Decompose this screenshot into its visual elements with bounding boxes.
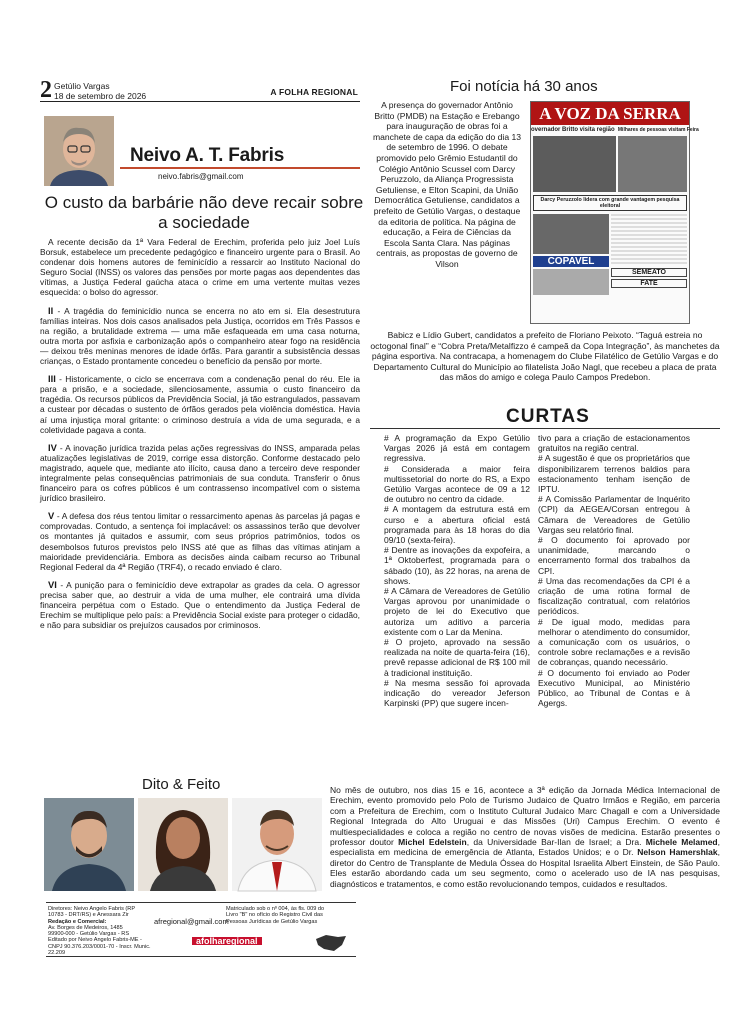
curtas-title: CURTAS [506, 406, 590, 427]
curtas-item: # O documento foi aprovado por unanimidade, marcando o encerramento formal dos trabalhos da CPI. [538, 535, 690, 576]
article-section [40, 511, 360, 572]
person-name: Michele Melamed [645, 837, 718, 848]
masthead-credits [46, 902, 356, 957]
curtas-item: # Dentre as inovações da expofeira, a 1ª Oktoberfest, programada para o sábado (10), às 22 horas, na arena de shows. [384, 545, 530, 586]
curtas-item: tivo para a criação de estacionamentos gratuitos na região central. [538, 433, 690, 454]
person-name: Nelson Hamershlak [637, 847, 718, 858]
history-text-continued: Babicz e Lídio Gubert, candidatos a prefeito de Floriano Peixoto. “Taguá estreia no octogonal final” e “Cobra Preta/Metalfizzo é campeã da Copa Integração”, às manchetes da página esportiva. Na contracapa, a homenagem do Clube Filatélico de Getúlio Vargas e do Departamento Cultural do Município ao filatelista João Nagl, que recebeu a placa de prata das mãos do amigo e colega Paulo Campos Predebon. [370, 330, 720, 383]
page-number: 2 [40, 77, 52, 103]
section-text: - A tragédia do feminicídio nunca se encerra no ato em si. Ela desestrutura famílias inteiras. Nos dois casos analisados pela Justiça, ocorridos em Três Passos e na região, a brutalidade extrema — uma mãe esfaqueada em uma casa noturna, outra morta por asfixia e carbonização após o companheiro atear fogo na residência — deixou três meninas menores de idade órfãs. Para garantir a subsistência dessas crianças, o Estado prontamente concedeu o benefício da pensão por morte. [40, 305, 360, 367]
history-text: A presença do governador Antônio Britto (PMDB) na Estação e Erebango para inauguração de obras foi a manchete de capa da edição do dia 13 de setembro de 1996. O debate promovido pelo Grêmio Estudantil do Colégio Antônio Scussel com Darcy Peruzzolo, da Aliança Progressista Getuliense, e Elton Scapini, da União Democrática Getuliense, candidatos a prefeito de Getúlio Vargas, o destaque da editoria de política. Na página de educação, a Feira de Ciências da Escola Santa Clara. Nas páginas centrais, as propostas de governo de Vilson [372, 100, 522, 269]
cover-ad-semeato: SEMEATO [611, 268, 687, 277]
section-text: - A punição para o feminicídio deve extrapolar as grades da cela. O agressor precisa saber que, ao destruir a vida de uma mulher, ele contrairá uma dívida financeira perpétua com o Estado. Que o entendimento da Justiça Federal de Erechim se multiplique pelo país: a Previdência Social existe para proteger o cidadão, e não para subsidiar os prejuízos causados por criminosos. [40, 579, 360, 631]
footer-logo: afolharegional [192, 937, 262, 945]
curtas-column-1 [384, 433, 530, 708]
person-name: Michel Edelstein [398, 837, 467, 848]
cover-box-headline: Darcy Peruzzolo lidera com grande vantagem pesquisa eleitoral [533, 195, 687, 211]
article-intro: A recente decisão da 1ª Vara Federal de Erechim, proferida pelo juiz Joel Luís Borsuk, estabelece um precedente pedagógico e financeiro urgente para o Brasil. Ao condenar dois homens autores de feminicídio a ressarcir ao Instituto Nacional do Seguro Social (INSS) os valores das pensões por morte pagas aos dependentes das vítimas, a Justiça Federal gaúcha ataca o crime em uma vertente muitas vezes esquecida: o bolso do agressor. [40, 237, 360, 298]
page-header [40, 77, 360, 103]
section-text: - A inovação jurídica trazida pelas ações regressivas do INSS, amparada pelas atualizações legislativas de 2019, corrige essa distorção. Conforme destacado pelo magistrado, aquele que, mediante ato ilícito, causa dano a terceiro deve responder integralmente pelas consequências patrimoniais de sua conduta. Transferir o ônus financeiro para os cofres públicos é um contrassenso incompatível com o sistema jurídico brasileiro. [40, 442, 360, 504]
header-city: Getúlio Vargas [54, 81, 110, 91]
curtas-item: # O documento foi enviado ao Poder Executivo Municipal, ao Ministério Público, ao Tribunal de Contas e à Agergs. [538, 667, 690, 709]
author-photo [44, 116, 114, 186]
author-email[interactable]: neivo.fabris@gmail.com [158, 172, 244, 181]
curtas-item: # A programação da Expo Getúlio Vargas 2026 já está em contagem regressiva. [384, 433, 530, 464]
credits-matricula: Matriculado sob o nº 004, às fls. 009 do Livro "B" no ofício do Registro Civil das Pessoas Jurídicas de Getúlio Vargas [226, 906, 325, 925]
cover-masthead: A VOZ DA SERRA [531, 102, 689, 125]
section-text: - Historicamente, o ciclo se encerrava com a condenação penal do réu. Ele ia para a prisão, e a sociedade, silenciosamente, assumia o custo financeiro da tragédia. Os recursos públicos da Previdência Social, já tão estrangulados, passavam a custear por décadas o sustento de órfãos gerados pela violência doméstica. Havia aí uma injustiça moral gritante: o criminoso destruía a vida de uma segurada, e a coletividade pagava a conta. [40, 374, 360, 435]
credits-directors: Diretores: Neivo Angelo Fabris (RP 10783 - DRT/RS) e Anessara Zir [48, 906, 135, 919]
credits-email[interactable]: afregional@gmail.com [154, 917, 229, 926]
section-number: VI [48, 578, 57, 590]
section-text: - A defesa dos réus tentou limitar o ressarcimento apenas às parcelas já pagas e comprovadas. Contudo, a sentença foi implacável: os assassinos terão que devolver os montantes já quitados e assumir, com seus próprios patrimônios, todos os desembolsos futuros previstos pelo INSS até que as filhas das vítimas atinjam a maioridade previdenciária. Embora as decisões ainda caibam recurso ao Tribunal Regional Federal da 4ª Região (TRF4), o recado enviado é claro. [40, 511, 360, 572]
header-dateline [54, 81, 146, 101]
cover-headline-right: Milhares de pessoas visitam Feira [617, 127, 699, 133]
cover-headline-left: overnador Britto visita região [531, 127, 615, 133]
section-number: III [48, 373, 56, 385]
curtas-item: # Considerada a maior feira multissetorial do norte do RS, a Expo Getúlio Vargas acontece de 09 a 12 de outubro no centro da cidade. [384, 463, 530, 505]
section-number: IV [48, 441, 57, 453]
historic-cover-image [530, 101, 699, 324]
header-paper-name: A FOLHA REGIONAL [270, 87, 358, 97]
curtas-item: # A sugestão é que os proprietários que disponibilizarem terrenos baldios para estacionamento tenham isenção de IPTU. [538, 453, 690, 495]
article-section [40, 443, 360, 504]
dito-feito-title: Dito & Feito [142, 776, 221, 793]
author-name: Neivo A. T. Fabris [130, 145, 285, 166]
curtas-column-2 [538, 433, 690, 708]
photo-nelson-hamershlak [232, 798, 322, 891]
article-section [40, 374, 360, 435]
dito-feito-text: No mês de outubro, nos dias 15 e 16, acontece a 3ª edição da Jornada Médica Internacional de Erechim, evento promovido pelo Polo de Turismo Judaico de Quatro Irmãos e Região, em parceria com a Prefeitura de Erechim, com o Instituto Cultural Judaico Marc Chagall e com a Universidade Regional Integrada do Alto Uruguai e das Missões (Uri) Campus Erechim. O evento é multiespecialidades e coloca a região no centro de novas visões de medicina. Estarão presentes o professor doutor Michel Edelstein, da Universidade Bar-Ilan de Israel; a Dra. Michele Melamed, especialista em medicina de emergência de Atlanta, Estados Unidos; e o Dr. Nelson Hamershlak, diretor do Centro de Transplante de Medula Óssea do Hospital Israelita Albert Einstein, de São Paulo. Eles estarão abordando cada um seu segmento, como o acelerado uso de IA nas pesquisas, diagnósticos e tratamentos, e como estão revolucionando tempos, cuidados e resultados. [330, 785, 721, 889]
header-date: 18 de setembro de 2026 [54, 91, 147, 101]
credits-address: Av. Borges de Medeiros, 1485 [48, 924, 123, 931]
article-body [40, 237, 360, 638]
author-divider [120, 167, 360, 169]
curtas-divider [370, 428, 720, 429]
rs-map-icon [312, 933, 350, 955]
curtas-item: # A Câmara de Vereadores de Getúlio Vargas aprovou por unanimidade o projeto de lei do Executivo que autoriza um aditivo a parceria existente com o Lar da Menina. [384, 586, 530, 637]
photo-michel-edelstein [44, 798, 134, 891]
curtas-item: # A Comissão Parlamentar de Inquérito (CPI) da AEGEA/Corsan entregou à Câmara de Vereadores de Getúlio Vargas seu relatório final. [538, 494, 690, 535]
history-title: Foi notícia há 30 anos [450, 78, 598, 95]
curtas-item: # De igual modo, medidas para melhorar o atendimento do consumidor, a comunicação com os usuários, o controle sobre reclamações e a revisão de cobranças, quando necessário. [538, 616, 690, 668]
curtas-item: # O projeto, aprovado na sessão realizada na noite de quarta-feira (16), prevê repasse adicional de R$ 100 mil à tradicional instituição. [384, 637, 530, 678]
credits-editado: Editado por Neivo Angelo Fabris-ME - CNPJ 90.376.203/0001-70 - Inscr. Munic. 22.209 [48, 937, 151, 957]
article-section [40, 580, 360, 630]
curtas-item: # A montagem da estrutura está em curso e a abertura oficial está programada para às 18 horas do dia 09/10 (sexta-feira). [384, 504, 530, 546]
credits-redacao: Redação e Comercial: [48, 918, 107, 925]
curtas-item: # Uma das recomendações da CPI é a criação de uma rotina formal de fiscalização contratual, com relatórios periódicos. [538, 575, 690, 617]
curtas-item: # Na mesma sessão foi aprovada indicação do vereador Jeferson Karpinski (PP) que sugere incen- [384, 677, 530, 709]
photo-michele-melamed [138, 798, 228, 891]
section-number: V [48, 510, 55, 522]
cover-photos [531, 136, 689, 192]
section-number: II [48, 304, 54, 316]
article-section [40, 306, 360, 367]
cover-ad-fate: FATE [611, 279, 687, 288]
credits-cep: 99900-000 - Getúlio Vargas - RS [48, 931, 130, 938]
cover-ad-copavel: COPAVEL [533, 256, 609, 267]
article-title: O custo da barbárie não deve recair sobre a sociedade [44, 193, 364, 232]
